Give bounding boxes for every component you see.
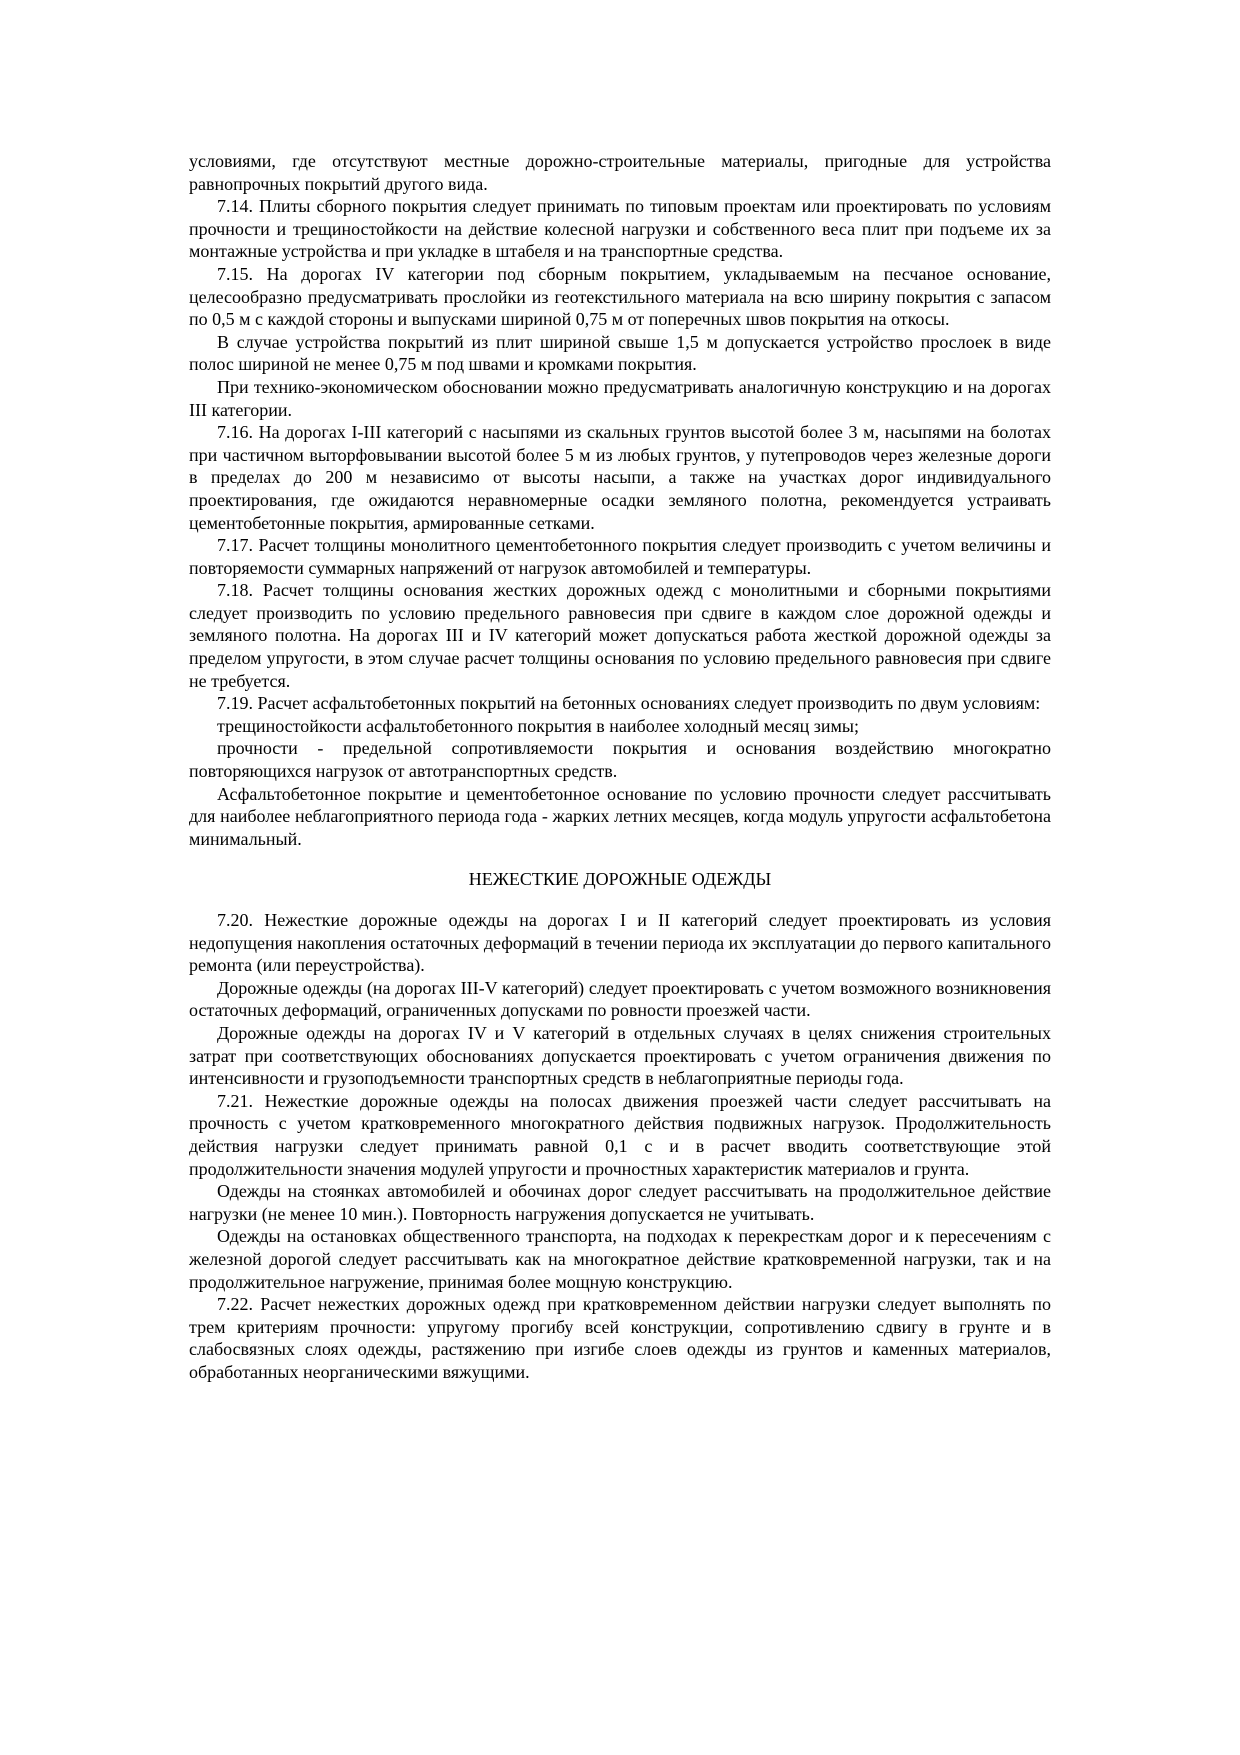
- document-body-bottom: [189, 909, 1051, 1383]
- paragraph: Асфальтобетонное покрытие и цементобетонное основание по условию прочности следует рассчитывать для наиболее неблагоприятного периода года - жарких летних месяцев, когда модуль упругости асфальтобетона минимальный.: [189, 783, 1051, 849]
- paragraph: В случае устройства покрытий из плит шириной свыше 1,5 м допускается устройство прослоек в виде полос шириной не менее 0,75 м под швами и кромками покрытия.: [189, 331, 1051, 375]
- paragraph: 7.21. Нежесткие дорожные одежды на полосах движения проезжей части следует рассчитывать на прочность с учетом кратковременного многократного действия подвижных нагрузок. Продолжительность действия нагрузки следует принимать равной 0,1 с и в расчет вводить соответствующие этой продолжительности значения модулей упругости и прочностных характеристик материалов и грунта.: [189, 1090, 1051, 1179]
- paragraph: Дорожные одежды (на дорогах III-V категорий) следует проектировать с учетом возможного возникновения остаточных деформаций, ограниченных допусками по ровности проезжей части.: [189, 977, 1051, 1021]
- paragraph: трещиностойкости асфальтобетонного покрытия в наиболее холодный месяц зимы;: [217, 715, 859, 736]
- paragraph: При технико-экономическом обосновании можно предусматривать аналогичную конструкцию и на дорогах III категории.: [189, 376, 1051, 420]
- document-page: [189, 150, 1051, 1383]
- document-body-top: [189, 150, 1051, 850]
- paragraph: 7.17. Расчет толщины монолитного цементобетонного покрытия следует производить с учетом величины и повторяемости суммарных напряжений от нагрузок автомобилей и температуры.: [189, 535, 1051, 578]
- paragraph: прочности - предельной сопротивляемости покрытия и основания воздействию многократно повторяющихся нагрузок от автотранспортных средств.: [189, 738, 1051, 782]
- paragraph: 7.18. Расчет толщины основания жестких дорожных одежд с монолитными и сборными покрытиями следует производить по условию предельного равновесия при сдвиге в каждом слое дорожной одежды и земляного полотна. На дорогах III и IV категорий может допускаться работа жесткой дорожной одежды за пределом упругости, в этом случае расчет толщины основания по условию предельного равновесия при сдвиге не требуется.: [189, 580, 1051, 691]
- paragraph: 7.22. Расчет нежестких дорожных одежд при кратковременном действии нагрузки следует выполнять по трем критериям прочности: упругому прогибу всей конструкции, сопротивлению сдвигу в грунте и в слабосвязных слоях одежды, растяжению при изгибе слоев одежды из грунтов и каменных материалов, обработанных неорганическими вяжущими.: [189, 1294, 1051, 1382]
- section-heading: НЕЖЕСТКИЕ ДОРОЖНЫЕ ОДЕЖДЫ: [468, 869, 772, 890]
- paragraph: 7.15. На дорогах IV категории под сборным покрытием, укладываемым на песчаное основание, целесообразно предусматривать прослойки из геотекстильного материала на всю ширину покрытия с запасом по 0,5 м с каждой стороны и выпусками шириной 0,75 м от поперечных швов покрытия на откосы.: [189, 263, 1051, 330]
- paragraph: Одежды на остановках общественного транспорта, на подходах к перекресткам дорог и к пересечениям с железной дорогой следует рассчитывать как на многократное действие кратковременной нагрузки, так и на продолжительное нагружение, принимая более мощную конструкцию.: [189, 1226, 1051, 1292]
- paragraph: 7.16. На дорогах I-III категорий с насыпями из скальных грунтов высотой более 3 м, насыпями на болотах при частичном выторфовывании высотой более 5 м из любых грунтов, у путепроводов через железные дороги в пределах до 200 м независимо от высоты насыпи, а также на участках дорог индивидуального проектирования, где ожидаются неравномерные осадки земляного полотна, рекомендуется устраивать цементобетонные покрытия, армированные сетками.: [189, 422, 1051, 533]
- paragraph: Дорожные одежды на дорогах IV и V категорий в отдельных случаях в целях снижения строительных затрат при соответствующих обоснованиях допускается проектировать с учетом ограничения движения по интенсивности и грузоподъемности транспортных средств в неблагоприятные периоды года.: [189, 1022, 1051, 1089]
- paragraph: 7.14. Плиты сборного покрытия следует принимать по типовым проектам или проектировать по условиям прочности и трещиностойкости на действие колесной нагрузки и собственного веса плит при подъеме их за монтажные устройства и при укладке в штабеля и на транспортные средства.: [189, 196, 1051, 262]
- paragraph: 7.20. Нежесткие дорожные одежды на дорогах I и II категорий следует проектировать из условия недопущения накопления остаточных деформаций в течении периода их эксплуатации до первого капитального ремонта (или переустройства).: [189, 910, 1051, 976]
- paragraph: условиями, где отсутствуют местные дорожно-строительные материалы, пригодные для устройства равнопрочных покрытий другого вида.: [189, 151, 1051, 194]
- paragraph: 7.19. Расчет асфальтобетонных покрытий на бетонных основаниях следует производить по двум условиям:: [217, 693, 1041, 714]
- paragraph: Одежды на стоянках автомобилей и обочинах дорог следует рассчитывать на продолжительное действие нагрузки (не менее 10 мин.). Повторность нагружения допускается не учитывать.: [189, 1181, 1051, 1224]
